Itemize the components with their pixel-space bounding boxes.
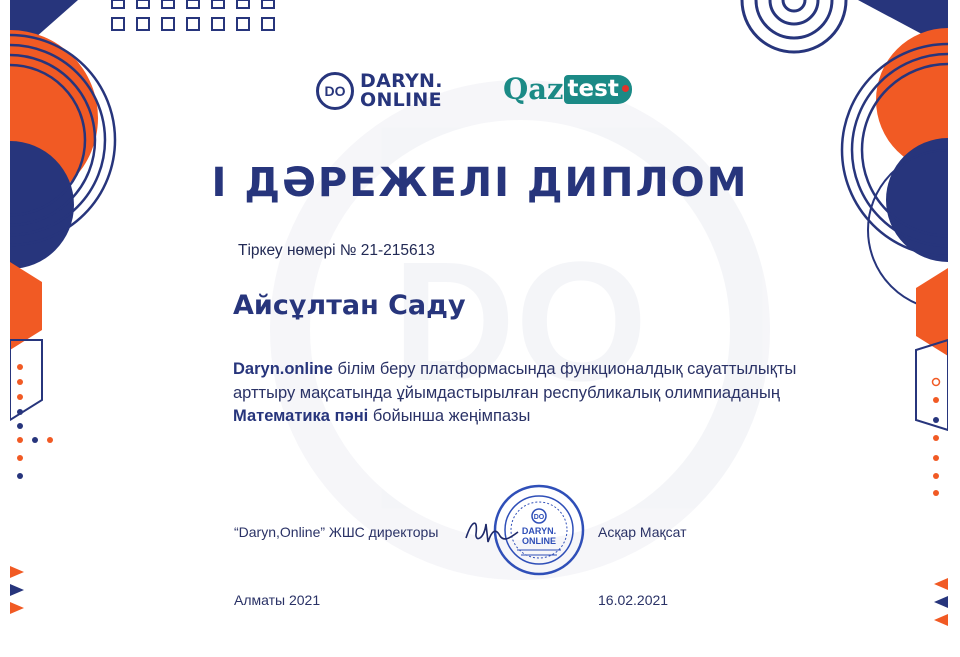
director-signature (462, 510, 522, 550)
daryn-logo-line2: ONLINE (360, 89, 442, 111)
body-text-part2: бойынша жеңімпазы (368, 407, 531, 425)
diploma-title: I ДӘРЕЖЕЛІ ДИПЛОМ (211, 160, 749, 206)
stamp-line2: ONLINE (521, 536, 557, 546)
city-year: Алматы 2021 (234, 592, 321, 608)
body-text-part1: білім беру платформасында функционалдық сауаттылықты арттыру мақсатында ұйымдастырылған республикалық олимпиаданың (233, 360, 797, 402)
daryn-online-logo (316, 72, 443, 110)
qaztest-dot-icon (622, 85, 629, 92)
director-label: “Daryn,Online” ЖШС директоры (234, 524, 439, 540)
qaztest-logo-part1: Qaz (503, 72, 564, 106)
recipient-name: Айсұлтан Саду (233, 290, 466, 321)
top-right-arcs (742, 0, 846, 52)
issue-date: 16.02.2021 (598, 592, 669, 608)
daryn-logo-line1: DARYN. (360, 70, 443, 92)
registration-number: Тіркеу нөмері № 21-215613 (238, 242, 435, 259)
do-logo-mark: DO (316, 72, 354, 110)
left-decoration (0, 0, 115, 657)
stamp-mark: DO (533, 514, 545, 521)
qaztest-logo-part2: test (567, 75, 619, 102)
director-name: Асқар Мақсат (598, 524, 687, 540)
right-decoration (842, 0, 960, 657)
diploma-body-text (233, 358, 813, 429)
body-subject: Математика пәні (233, 407, 369, 425)
stamp-line1: DARYN. (521, 526, 557, 536)
qaztest-logo-badge (564, 75, 632, 104)
body-brand: Daryn.online (233, 360, 333, 378)
qaztest-logo (503, 74, 632, 104)
top-squares-pattern (112, 0, 274, 30)
